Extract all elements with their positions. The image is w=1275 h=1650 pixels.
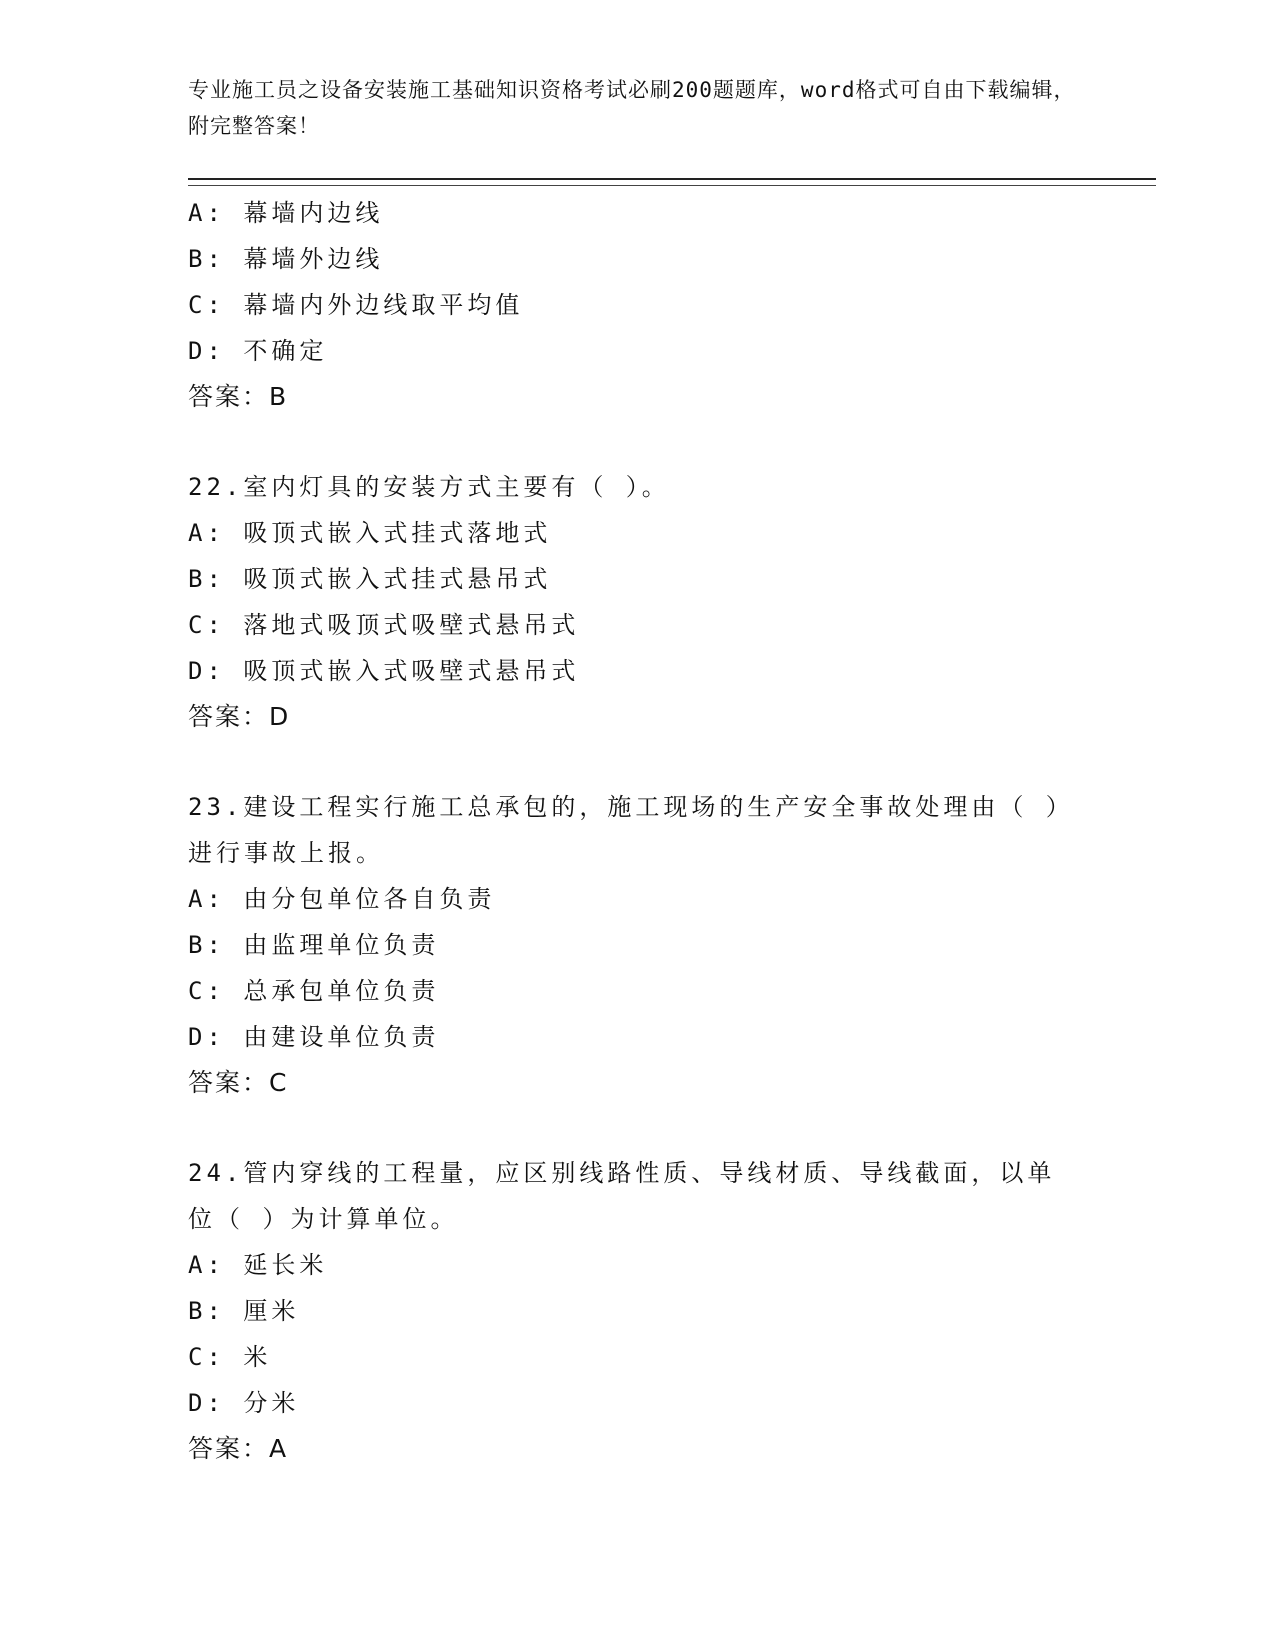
answer-line: 答案：C — [188, 1068, 289, 1097]
option-d: D: 吸顶式嵌入式吸壁式悬吊式 — [188, 657, 580, 685]
option-a: A: 幕墙内边线 — [188, 199, 384, 227]
spacer — [188, 1106, 1088, 1150]
answer-line: 答案：D — [188, 702, 291, 731]
option-d: D: 分米 — [188, 1389, 300, 1417]
answer-line: 答案：B — [188, 382, 289, 411]
question-23 — [188, 784, 1088, 1106]
header-rule-thin — [188, 185, 1156, 186]
option-a: A: 吸顶式嵌入式挂式落地式 — [188, 519, 552, 547]
document-header: 专业施工员之设备安装施工基础知识资格考试必刷200题题库，word格式可自由下载编辑，附完整答案！ — [188, 78, 1076, 138]
continued-question-block — [188, 190, 1088, 420]
option-d: D: 由建设单位负责 — [188, 1023, 440, 1051]
option-c: C: 落地式吸顶式吸壁式悬吊式 — [188, 611, 580, 639]
header-rule-thick — [188, 178, 1156, 180]
question-text: 22.室内灯具的安装方式主要有（ ）。 — [188, 473, 670, 501]
option-b: B: 由监理单位负责 — [188, 931, 440, 959]
answer-line: 答案：A — [188, 1434, 289, 1463]
option-c: C: 米 — [188, 1343, 272, 1371]
option-b: B: 幕墙外边线 — [188, 245, 384, 273]
option-a: A: 由分包单位各自负责 — [188, 885, 496, 913]
option-b: B: 吸顶式嵌入式挂式悬吊式 — [188, 565, 552, 593]
spacer — [188, 420, 1088, 464]
question-24 — [188, 1150, 1088, 1472]
spacer — [188, 740, 1088, 784]
option-a: A: 延长米 — [188, 1251, 328, 1279]
question-text: 24.管内穿线的工程量，应区别线路性质、导线材质、导线截面，以单位（ ）为计算单位。 — [188, 1159, 1056, 1233]
option-c: C: 幕墙内外边线取平均值 — [188, 291, 524, 319]
document-content — [188, 190, 1088, 1472]
question-text: 23.建设工程实行施工总承包的，施工现场的生产安全事故处理由（ ）进行事故上报。 — [188, 793, 1062, 867]
option-b: B: 厘米 — [188, 1297, 300, 1325]
option-c: C: 总承包单位负责 — [188, 977, 440, 1005]
option-d: D: 不确定 — [188, 337, 328, 365]
question-22 — [188, 464, 1088, 740]
